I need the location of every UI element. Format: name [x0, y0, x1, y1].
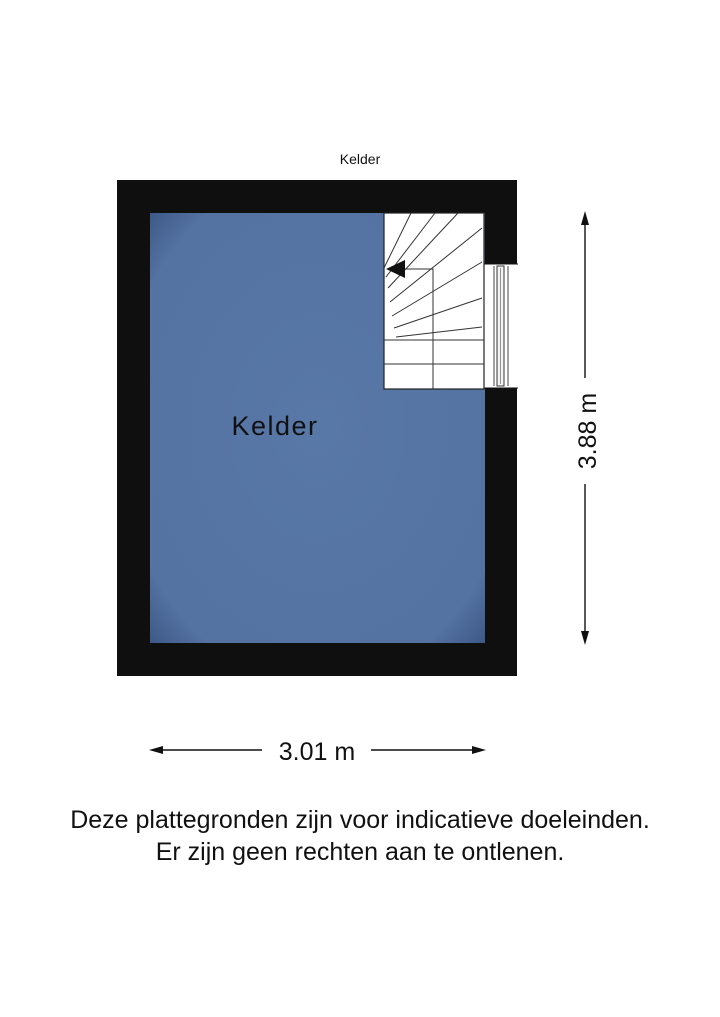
dimension-width: [149, 738, 486, 766]
window: [484, 264, 518, 388]
staircase: [384, 213, 484, 389]
dimension-height: [574, 211, 602, 645]
disclaimer-line-2: Er zijn geen rechten aan te ontlenen.: [155, 838, 565, 866]
room-label: Kelder: [231, 411, 319, 441]
disclaimer-line-1: Deze plattegronden zijn voor indicatieve doeleinden.: [70, 806, 650, 834]
dimension-width-label: 3.01 m: [278, 738, 356, 766]
floor-title: Kelder: [339, 151, 381, 167]
dimension-height-label: 3.88 m: [574, 392, 602, 470]
